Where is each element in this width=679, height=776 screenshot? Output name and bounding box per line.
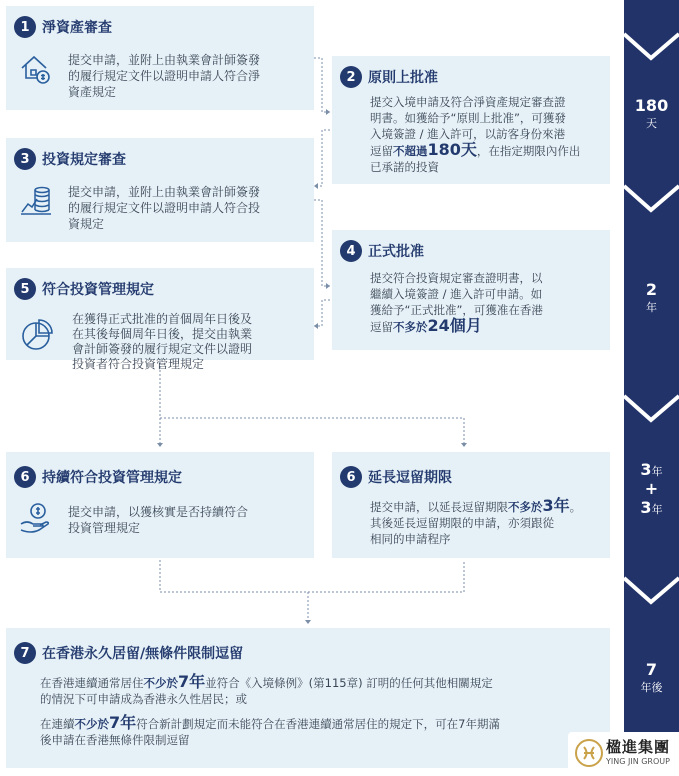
step-text-line: 已承諾的投資 (370, 160, 439, 174)
brand-logo (568, 732, 679, 776)
step-text-line: 的履行規定文件以證明申請人符合淨 (68, 69, 261, 83)
step-text-line: 其後延長逗留期限的申請，亦須跟從 (370, 516, 554, 530)
step-text-line: 提交申請，並附上由執業會計師簽發 (68, 53, 261, 67)
step-number-badge: 6 (14, 466, 36, 488)
step-number-badge: 1 (14, 16, 36, 38)
step-title: 原則上批准 (368, 70, 438, 86)
step-number-badge: 4 (340, 240, 362, 262)
step-title: 持續符合投資管理規定 (42, 470, 182, 486)
step-2-box (332, 56, 610, 184)
step-text-line: 逗留不超過180天，在指定期限內作出 (370, 140, 581, 159)
step-title: 投資規定審查 (42, 152, 126, 168)
pie-chart-icon (18, 318, 54, 354)
step-text-line: 在其後每個周年日後，提交由執業 (72, 327, 253, 341)
step-text-line: 提交符合投資規定審查證明書，以 (370, 271, 543, 285)
step-6-left-box (6, 452, 314, 558)
step-1-box (6, 6, 314, 110)
logo-subtitle: YING JIN GROUP (606, 757, 670, 766)
step-text-line: 的情況下可申請成為香港永久性居民；或 (40, 692, 247, 706)
step-text-line: 投資者符合投資管理規定 (72, 357, 205, 371)
step-5-box (6, 268, 314, 371)
timeline-label-3-plus-3-years: 3年 + 3年 (640, 460, 663, 517)
step-text-line: 資產規定 (68, 85, 117, 99)
step-text-line: 繼續入境簽證 / 進入許可申請。如 (370, 287, 543, 301)
step-text-line: 在連續不少於7年符合新計劃規定而未能符合在香港連續通常居住的規定下，可在7年期滿 (40, 713, 500, 732)
step-title: 符合投資管理規定 (42, 282, 154, 298)
step-number-badge: 3 (14, 148, 36, 170)
hand-money-icon (18, 500, 54, 536)
step-text-line: 明書。如獲給予“原則上批准”，可獲發 (370, 111, 566, 125)
step-3-box (6, 138, 314, 242)
step-title: 淨資產審查 (42, 20, 112, 36)
step-text-line: 提交申請，並附上由執業會計師簽發 (68, 185, 261, 199)
logo-name: 楹進集團 (606, 738, 671, 756)
step-text-line: 投資管理規定 (68, 521, 141, 535)
step-text-line: 會計師簽發的履行規定文件以證明 (72, 342, 253, 356)
coin-stack-icon (18, 182, 54, 218)
step-text-line: 的履行規定文件以證明申請人符合投 (68, 201, 261, 215)
step-text-line: 提交入境申請及符合淨資產規定審查證 (370, 95, 566, 109)
step-number-badge: 2 (340, 66, 362, 88)
step-title: 延長逗留期限 (368, 470, 452, 486)
step-text-line: 相同的申請程序 (370, 532, 451, 546)
timeline-label-180-days: 180 天 (634, 96, 669, 130)
step-text-line: 提交申請，以延長逗留期限不多於3年。 (370, 496, 582, 515)
ying-jin-logo-icon (574, 738, 604, 768)
step-text-line: 入境簽證 / 進入許可，以訪客身份來港 (370, 127, 566, 141)
step-title: 在香港永久居留/無條件限制逗留 (42, 646, 244, 662)
step-number-badge: 5 (14, 278, 36, 300)
timeline-label-2-years: 2 年 (645, 280, 658, 314)
step-text-line: 資規定 (68, 217, 105, 231)
timeline-label-after-7-years: 7 年後 (640, 660, 663, 694)
timeline-bar (624, 0, 679, 776)
step-number-badge: 6 (340, 466, 362, 488)
step-text-line: 在獲得正式批准的首個周年日後及 (72, 312, 253, 326)
step-4-box (332, 230, 610, 350)
step-number-badge: 7 (14, 642, 36, 664)
step-text-line: 逗留不多於24個月 (370, 316, 482, 335)
step-title: 正式批准 (368, 244, 424, 260)
step-6-right-box (332, 452, 610, 558)
step-text-line: 後申請在香港無條件限制逗留 (40, 733, 190, 747)
step-text-line: 獲給予“正式批准”，可獲准在香港 (370, 303, 543, 317)
step-text-line: 提交申請，以獲核實是否持續符合 (68, 505, 249, 519)
house-money-icon (18, 50, 54, 86)
step-7-box (6, 628, 610, 768)
step-text-line: 在香港連續通常居住不少於7年並符合《入境條例》(第115章) 訂明的任何其他相關規定 (40, 672, 493, 691)
